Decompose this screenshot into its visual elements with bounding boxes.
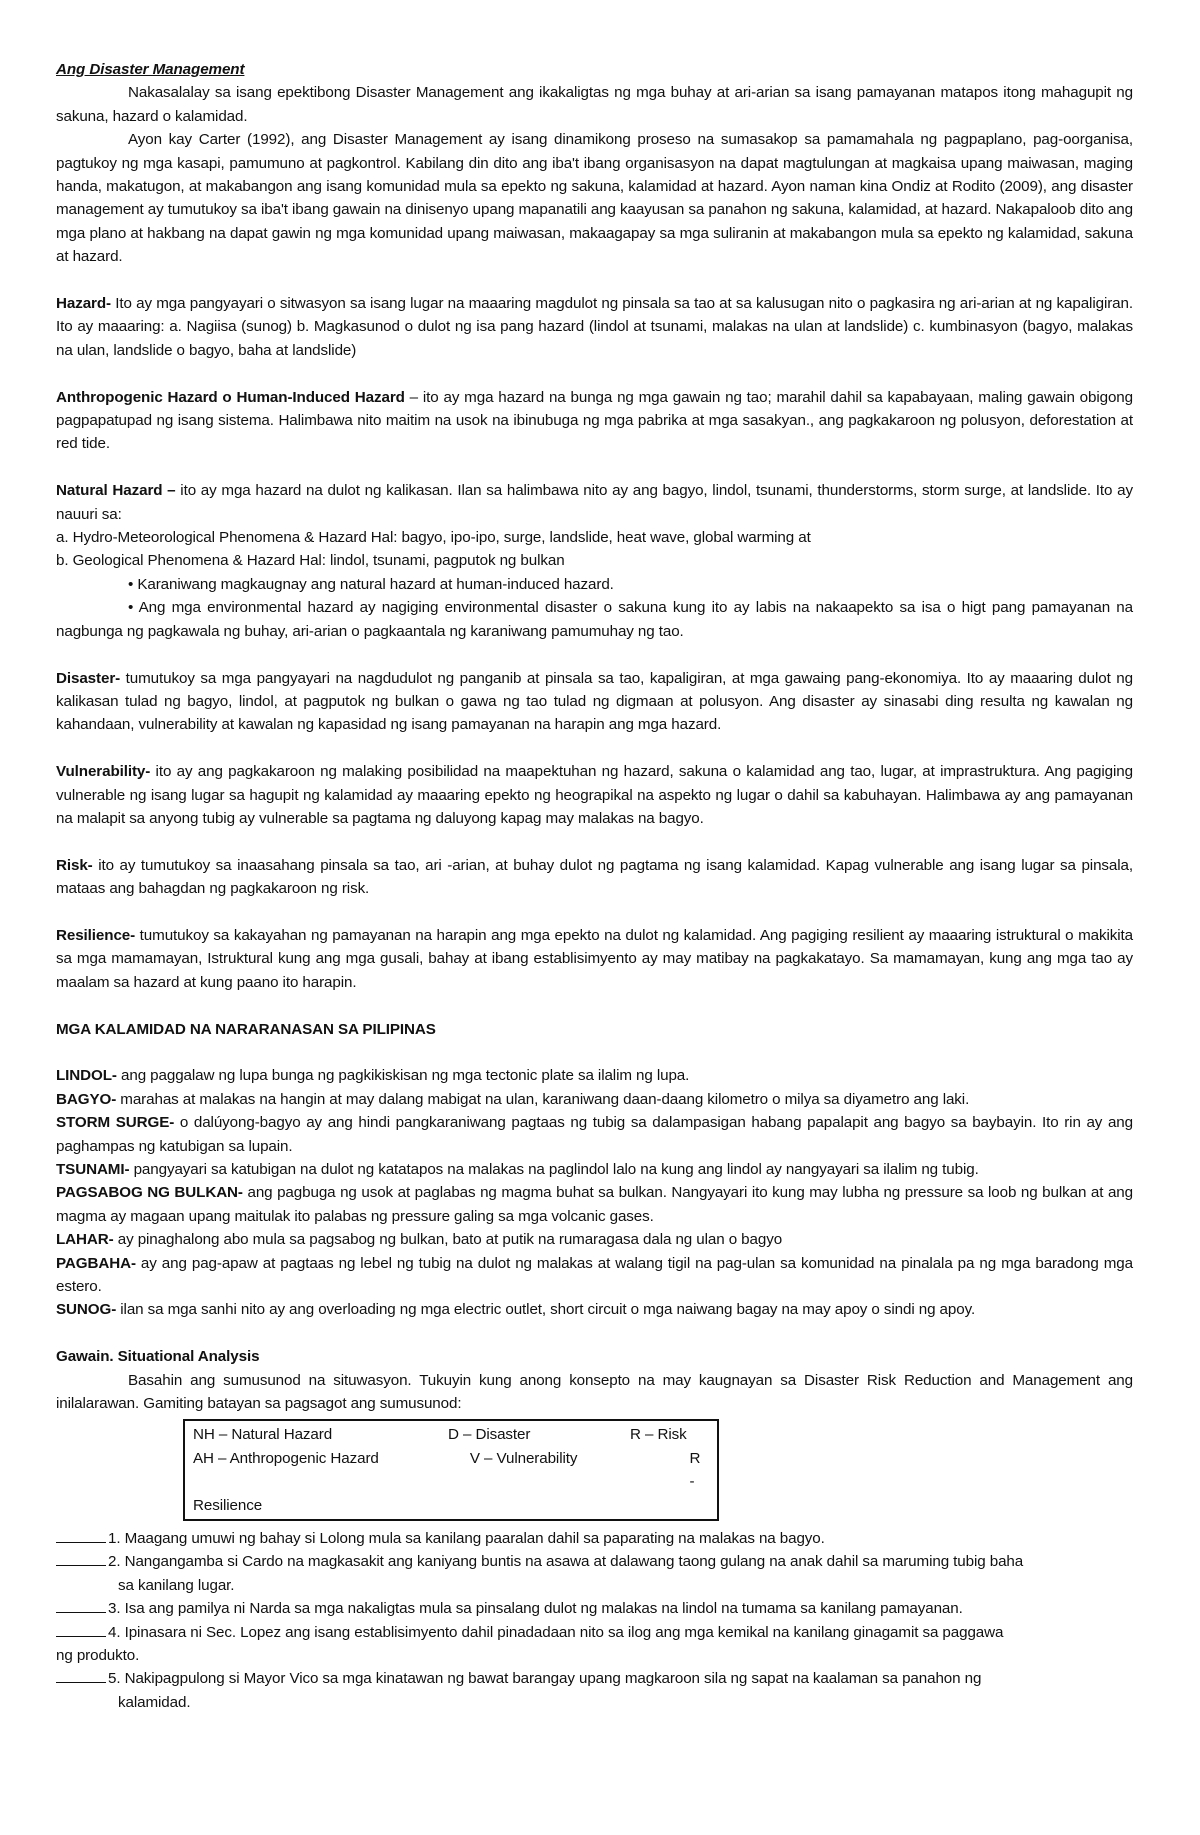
- question-item: [56, 1621, 1133, 1668]
- calamity-term: PAGBAHA-: [56, 1254, 136, 1272]
- question-number: 5.: [108, 1670, 121, 1688]
- resilience-definition: [56, 924, 1133, 994]
- calamity-text: ang paggalaw ng lupa bunga ng pagkikiskisan ng mga tectonic plate sa ilalim ng lupa.: [116, 1067, 690, 1085]
- legend-resilience: Resilience: [193, 1496, 263, 1514]
- question-text-continued: sa kanilang lugar.: [118, 1576, 235, 1594]
- document-title: Ang Disaster Management: [56, 61, 245, 78]
- legend-disaster: D – Disaster: [448, 1426, 531, 1444]
- vulnerability-definition: [56, 760, 1133, 830]
- hazard-definition: [56, 292, 1133, 362]
- calamity-term: LAHAR-: [56, 1231, 114, 1249]
- natural-hazard-bullet-2: • Ang mga environmental hazard ay nagiging environmental disaster o sakuna kung ito ay labis na nakaapekto sa isa o higt pang pamayanan na nagbunga ng pagkawala ng buhay, ari-arian o pagkaantala ng karaniwang pamumuhay ng tao.: [56, 599, 1133, 640]
- question-text: Nangangamba si Cardo na magkasakit ang kaniyang buntis na asawa at dalawang taong gulang na anak dahil sa maruming tubig baha: [120, 1553, 1024, 1571]
- calamity-item: [56, 1181, 1133, 1228]
- calamity-text: ilan sa mga sanhi nito ay ang overloading ng mga electric outlet, short circuit o mga naiwang bagay na may apoy o sindi ng apoy.: [116, 1301, 976, 1319]
- calamity-text: ay ang pag-apaw at pagtaas ng lebel ng tubig na dulot ng malakas at walang tigil na pag-ulan sa komunidad na pinalala pa ng mga baradong mga estero.: [56, 1254, 1133, 1295]
- question-number: 1.: [108, 1530, 121, 1548]
- calamity-term: PAGSABOG NG BULKAN-: [56, 1184, 243, 1202]
- calamity-term: LINDOL-: [56, 1067, 117, 1085]
- hazard-term: Hazard-: [56, 295, 111, 313]
- natural-hazard-definition: [56, 479, 1133, 526]
- answer-key-legend: [183, 1419, 719, 1521]
- legend-natural-hazard: NH – Natural Hazard: [193, 1426, 333, 1444]
- answer-blank[interactable]: [56, 1668, 106, 1683]
- vulnerability-term: Vulnerability-: [56, 763, 151, 781]
- calamity-term: BAGYO-: [56, 1090, 117, 1108]
- question-text: Nakipagpulong si Mayor Vico sa mga kinatawan ng bawat barangay upang magkaroon sila ng sapat na kaalaman sa panahon ng: [120, 1670, 982, 1688]
- risk-definition: [56, 854, 1133, 901]
- calamity-text: ay pinaghalong abo mula sa pagsabog ng bulkan, bato at putik na rumaragasa dala ng ulan o bagyo: [113, 1231, 783, 1249]
- question-number: 3.: [108, 1600, 121, 1618]
- calamity-item: [56, 1111, 1133, 1158]
- natural-hazard-bullet-1: • Karaniwang magkaugnay ang natural hazard at human-induced hazard.: [128, 575, 614, 593]
- question-item: [56, 1527, 1133, 1550]
- resilience-text: tumutukoy sa kakayahan ng pamayanan na harapin ang mga epekto na dulot ng kalamidad. Ang pagiging resilient ay maaaring istruktural o makikita sa mga mamamayan, Istruktural kung ang mga gusali, bahay at ibang establisimyento ay may matibay na pagkakatayo. Sa mamamayan, kung ang mga tao ay maalam sa hazard at kung paano ito harapin.: [56, 926, 1133, 991]
- legend-anthropogenic-hazard: AH – Anthropogenic Hazard: [193, 1449, 379, 1467]
- calamity-text: ang pagbuga ng usok at paglabas ng magma buhat sa bulkan. Nangyayari ito kung may lubha ng pressure sa loob ng bulkan at ang magma ay magaan upang maitulak ito palabas ng pressure galing sa mga volcanic gases.: [56, 1184, 1133, 1225]
- calamity-item: [56, 1298, 1133, 1321]
- anthropogenic-term: Anthropogenic Hazard o Human-Induced Hazard: [56, 388, 405, 406]
- natural-hazard-term: Natural Hazard –: [56, 482, 176, 500]
- risk-term: Risk-: [56, 856, 93, 874]
- document-title-line: [56, 58, 1133, 81]
- question-text-continued: kalamidad.: [118, 1693, 191, 1711]
- question-item: [56, 1597, 1133, 1620]
- intro-paragraph-2: Ayon kay Carter (1992), ang Disaster Management ay isang dinamikong proseso na sumasakop sa pamamahala ng pagpaplano, pag-oorganisa, pagtukoy ng mga kasapi, pamumuno at pagkontrol. Kabilang din dito ang iba't ibang organisasyon na dapat magtulungan at magkaisa upang maiwasan, maging handa, makatugon, at makabangon ang isang komunidad mula sa epekto ng sakuna, kalamidad at hazard. Ayon naman kina Ondiz at Rodito (2009), ang disaster management ay tumutukoy sa iba't ibang gawain na dinisenyo upang mapanatili ang kaayusan sa panahon ng sakuna, kalamidad, at hazard. Nakapaloob dito ang mga plano at hakbang na dapat gawin ng mga komunidad upang maiwasan, makaagapay sa mga suliranin at makabangon mula sa epekto ng kalamidad, sakuna at hazard.: [56, 131, 1133, 266]
- calamity-item: [56, 1088, 1133, 1111]
- question-item: [56, 1667, 1133, 1714]
- legend-vulnerability: V – Vulnerability: [469, 1449, 578, 1467]
- question-text: Maagang umuwi ng bahay si Lolong mula sa kanilang paaralan dahil sa paparating na malakas na bagyo.: [120, 1530, 825, 1548]
- disaster-term: Disaster-: [56, 669, 121, 687]
- calamity-item: [56, 1064, 1133, 1087]
- document-page: [56, 58, 1133, 1714]
- resilience-term: Resilience-: [56, 926, 136, 944]
- activity-instruction: Basahin ang sumusunod na situwasyon. Tukuyin kung anong konsepto na may kaugnayan sa Disaster Risk Reduction and Management ang inilalarawan. Gamiting batayan sa pagsagot ang sumusunod:: [56, 1371, 1133, 1412]
- calamities-heading: MGA KALAMIDAD NA NARARANASAN SA PILIPINAS: [56, 1020, 436, 1038]
- question-number: 2.: [108, 1553, 121, 1571]
- disaster-definition: [56, 667, 1133, 737]
- answer-blank[interactable]: [56, 1598, 106, 1613]
- intro-paragraph-1: Nakasalalay sa isang epektibong Disaster Management ang ikakaligtas ng mga buhay at ari-arian sa isang pamayanan matapos itong mahagupit ng sakuna, hazard o kalamidad.: [56, 84, 1133, 125]
- natural-hazard-text: ito ay mga hazard na dulot ng kalikasan. Ilan sa halimbawa nito ay ang bagyo, lindol, tsunami, thunderstorms, storm surge, at landslide. Ito ay nauuri sa:: [56, 482, 1133, 523]
- legend-risk: R – Risk: [630, 1426, 687, 1444]
- answer-blank[interactable]: [56, 1551, 106, 1566]
- disaster-text: tumutukoy sa mga pangyayari na nagdudulot ng panganib at pinsala sa tao, kapaligiran, at mga gawaing pang-ekonomiya. Ito ay maaaring dulot ng kalikasan tulad ng bagyo, lindol, at pagputok ng bulkan o gawa ng tao tulad ng digmaan at polusyon. Ang disaster ay sinasabi ding resulta ng kawalan ng kahandaan, vulnerability at kawalan ng kapasidad ng isang pamayanan na harapin ang mga hazard.: [56, 669, 1133, 734]
- hazard-text: Ito ay mga pangyayari o sitwasyon sa isang lugar na maaaring magdulot ng pinsala sa tao at sa kalusugan nito o pagkasira ng ari-arian at ng kapaligiran. Ito ay maaaring: a. Nagiisa (sunog) b. Magkasunod o dulot ng isa pang hazard (lindol at tsunami, malakas na ulan at landslide) c. kumbinasyon (bagyo, malakas na ulan, landslide o bagyo, baha at landslide): [56, 295, 1133, 359]
- calamity-item: [56, 1158, 1133, 1181]
- risk-text: ito ay tumutukoy sa inaasahang pinsala sa tao, ari -arian, at buhay dulot ng pagtama ng isang kalamidad. Kapag vulnerable ang isang lugar sa pinsala, mataas ang bahagdan ng pagkakaroon ng risk.: [56, 856, 1133, 898]
- answer-blank[interactable]: [56, 1622, 106, 1637]
- question-text: Ipinasara ni Sec. Lopez ang isang establisimyento dahil pinadadaan nito sa ilog ang mga kemikal na kanilang ginagamit sa paggawa: [120, 1623, 1004, 1641]
- question-item: [56, 1550, 1133, 1597]
- vulnerability-text: ito ay ang pagkakaroon ng malaking posibilidad na maapektuhan ng hazard, sakuna o kalamidad ang tao, lugar, at imprastruktura. Ang pagiging vulnerable ng isang lugar sa hagupit ng kalamidad ay maaaring epekto ng heograpikal na aspekto ng lugar o dahil sa kabuhayan. Halimbawa ay ang pamayanan na malapit sa anyong tubig ay vulnerable sa pagtama ng daluyong kapag may malakas na bagyo.: [56, 763, 1133, 827]
- anthropogenic-text: – ito ay mga hazard na bunga ng mga gawain ng tao; marahil dahil sa kapabayaan, maling gawain obigong pagpapatupad ng isang sistema. Halimbawa nito maitim na usok na ibinubuga ng mga pabrika at mga sasakyan., ang pagkakaroon ng polusyon, deforestation at red tide.: [56, 388, 1133, 453]
- calamity-term: TSUNAMI-: [56, 1160, 130, 1178]
- calamity-term: STORM SURGE-: [56, 1114, 175, 1132]
- answer-blank[interactable]: [56, 1528, 106, 1543]
- question-number: 4.: [108, 1623, 121, 1641]
- question-text-continued: ng produkto.: [56, 1647, 140, 1665]
- calamity-item: [56, 1252, 1133, 1299]
- calamity-text: o dalúyong-bagyo ay ang hindi pangkaraniwang pagtaas ng tubig sa dalampasigan habang papalapit ang bagyo sa baybayin. Ito rin ay ang paghampas ng katubigan sa lupain.: [56, 1114, 1134, 1155]
- calamity-text: pangyayari sa katubigan na dulot ng katatapos na malakas na paglindol lalo na kung ang lindol ay nangyayari sa ilalim ng tubig.: [129, 1160, 979, 1178]
- anthropogenic-definition: [56, 386, 1133, 456]
- calamity-text: marahas at malakas na hangin at may dalang mabigat na ulan, karaniwang daan-daang kilometro o milya sa diyametro ang laki.: [116, 1090, 970, 1108]
- activity-heading: Gawain. Situational Analysis: [56, 1348, 260, 1366]
- calamity-term: SUNOG-: [56, 1301, 117, 1319]
- natural-hazard-type-a: a. Hydro-Meteorological Phenomena & Hazard Hal: bagyo, ipo-ipo, surge, landslide, heat wave, global warming at: [56, 529, 811, 547]
- calamity-item: [56, 1228, 1133, 1251]
- question-text: Isa ang pamilya ni Narda sa mga nakaligtas mula sa pinsalang dulot ng malakas na lindol na tumama sa kanilang pamayanan.: [120, 1600, 963, 1618]
- legend-resilience-code: R -: [689, 1449, 701, 1491]
- natural-hazard-type-b: b. Geological Phenomena & Hazard Hal: lindol, tsunami, pagputok ng bulkan: [56, 552, 565, 570]
